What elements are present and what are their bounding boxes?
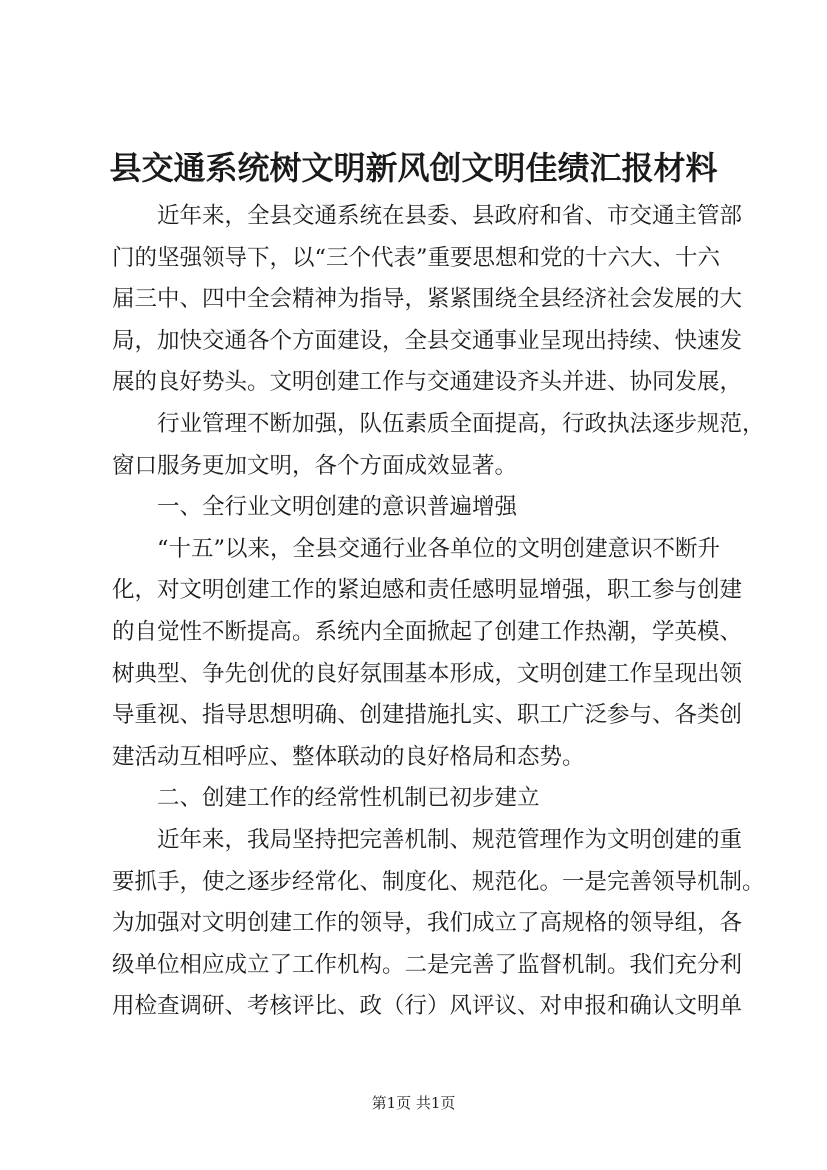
paragraph-line: 近年来，我局坚持把完善机制、规范管理作为文明创建的重: [157, 826, 743, 853]
paragraph-line: 为加强对文明创建工作的领导，我们成立了高规格的领导组，各: [112, 910, 743, 937]
section-heading: 一、全行业文明创建的意识普遍增强: [157, 494, 518, 521]
paragraph-line: 级单位相应成立了工作机构。二是完善了监督机制。我们充分利: [112, 951, 743, 978]
paragraph-line: 建活动互相呼应、整体联动的良好格局和态势。: [112, 743, 585, 770]
paragraph-line: 树典型、争先创优的良好氛围基本形成，文明创建工作呈现出领: [112, 660, 743, 687]
document-title: 县交通系统树文明新风创文明佳绩汇报材料: [109, 149, 718, 187]
paragraph-line: 届三中、四中全会精神为指导，紧紧围绕全县经济社会发展的大: [112, 286, 743, 313]
paragraph-line: 展的良好势头。文明创建工作与交通建设齐头并进、协同发展，: [112, 369, 743, 396]
paragraph-line: 窗口服务更加文明，各个方面成效显著。: [112, 452, 518, 479]
document-body: [112, 196, 765, 1028]
paragraph-line: 近年来，全县交通系统在县委、县政府和省、市交通主管部: [157, 203, 743, 229]
paragraph-line: 要抓手，使之逐步经常化、制度化、规范化。一是完善领导机制。: [112, 868, 765, 895]
paragraph-line: 用检查调研、考核评比、政（行）风评议、对申报和确认文明单: [112, 993, 743, 1020]
paragraph-line: 门的坚强领导下，以“三个代表”重要思想和党的十六大、十六: [112, 244, 721, 271]
paragraph-line: 的自觉性不断提高。系统内全面掀起了创建工作热潮，学英模、: [112, 618, 743, 645]
paragraph-line: 行业管理不断加强，队伍素质全面提高，行政执法逐步规范，: [157, 410, 765, 437]
paragraph-line: 局，加快交通各个方面建设，全县交通事业呈现出持续、快速发: [112, 327, 743, 354]
paragraph-line: “十五”以来，全县交通行业各单位的文明创建意识不断升: [157, 535, 721, 562]
paragraph-line: 化，对文明创建工作的紧迫感和责任感明显增强，职工参与创建: [112, 577, 743, 604]
page-footer: 第1页 共1页: [371, 1094, 456, 1112]
paragraph-line: 导重视、指导思想明确、创建措施扎实、职工广泛参与、各类创: [112, 702, 743, 729]
section-heading: 二、创建工作的经常性机制已初步建立: [157, 785, 540, 812]
